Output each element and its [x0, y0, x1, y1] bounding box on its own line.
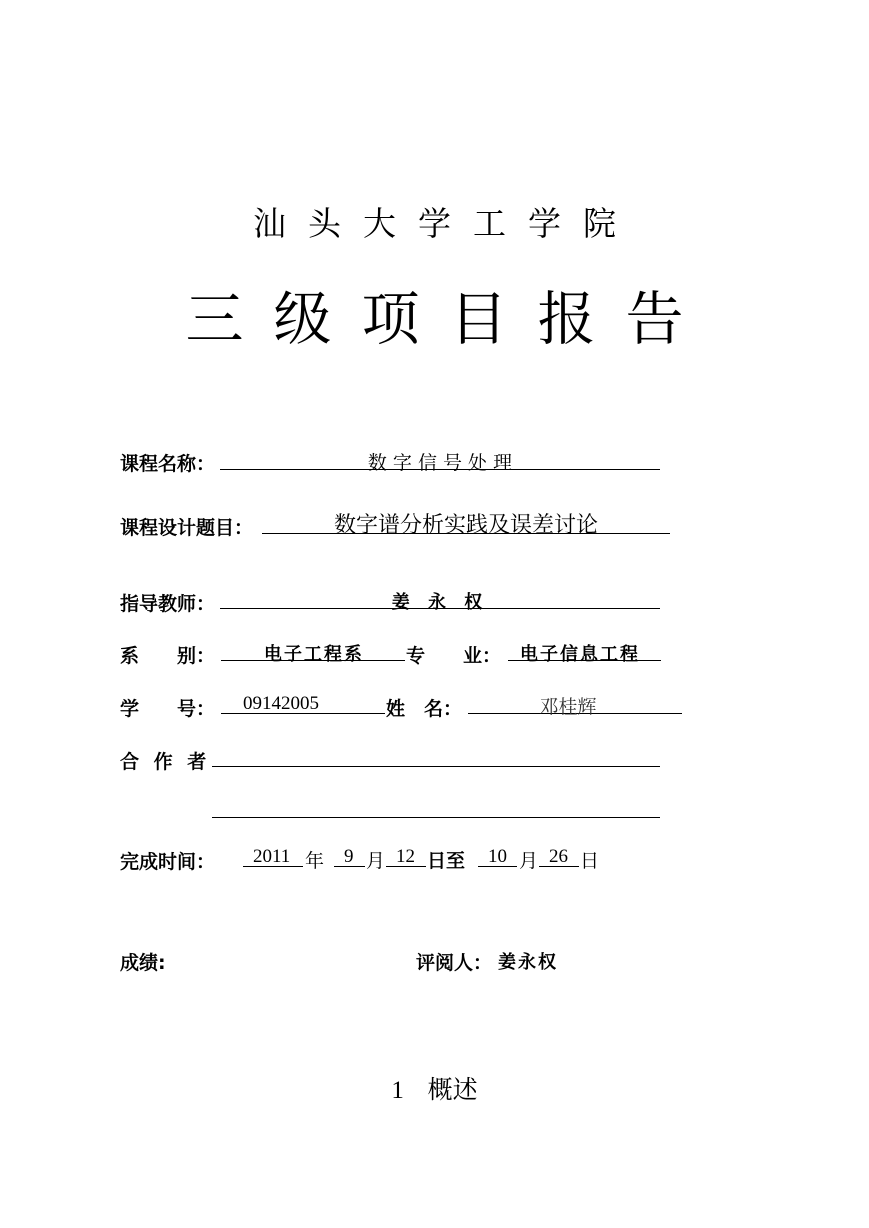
- course-name-value: 数 字 信 号 处 理: [367, 452, 513, 474]
- report-title: 三级项目报告: [185, 285, 714, 353]
- section-title: 概述: [427, 1075, 478, 1104]
- end-day: 26: [549, 846, 568, 867]
- section-heading: [0, 1070, 869, 1106]
- day-to: 日至: [427, 850, 466, 872]
- grade-label: 成绩:: [120, 952, 166, 974]
- start-month: 9: [344, 846, 354, 867]
- student-id-value: 09142005: [243, 693, 319, 714]
- completion-label: 完成时间：: [120, 851, 216, 873]
- major-value: 电子信息工程: [520, 644, 640, 665]
- institution-name: 汕头大学工学院: [253, 204, 638, 243]
- start-day: 12: [396, 846, 415, 867]
- end-month: 10: [488, 846, 507, 867]
- section-number: 1: [391, 1077, 404, 1104]
- department-value: 电子工程系: [264, 644, 364, 665]
- reviewer-name: 姜永权: [498, 952, 558, 973]
- reviewer-label: 评阅人：: [416, 952, 493, 974]
- collaborator-label: 合 作 者: [120, 751, 211, 773]
- course-name-label: 课程名称：: [120, 453, 216, 475]
- advisor-label: 指导教师：: [120, 593, 216, 615]
- start-year: 2011: [253, 846, 291, 867]
- collaborator-underline-1: [212, 743, 660, 767]
- name-label: 姓 名：: [386, 698, 463, 720]
- name-value: 邓桂辉: [539, 696, 597, 718]
- design-topic-value: 数字谱分析实践及误差讨论: [333, 513, 598, 538]
- end-month-unit: 月: [519, 850, 539, 872]
- year-unit: 年: [305, 850, 325, 872]
- month-unit: 月: [366, 850, 386, 872]
- collaborator-underline-2: [212, 796, 660, 818]
- end-day-unit: 日: [580, 850, 600, 872]
- advisor-value: 姜 永 权: [391, 592, 489, 613]
- student-id-label: 学 号：: [120, 698, 216, 720]
- department-label: 系 别：: [120, 645, 216, 667]
- design-topic-label: 课程设计题目：: [120, 517, 254, 539]
- major-label: 专 业：: [406, 645, 502, 667]
